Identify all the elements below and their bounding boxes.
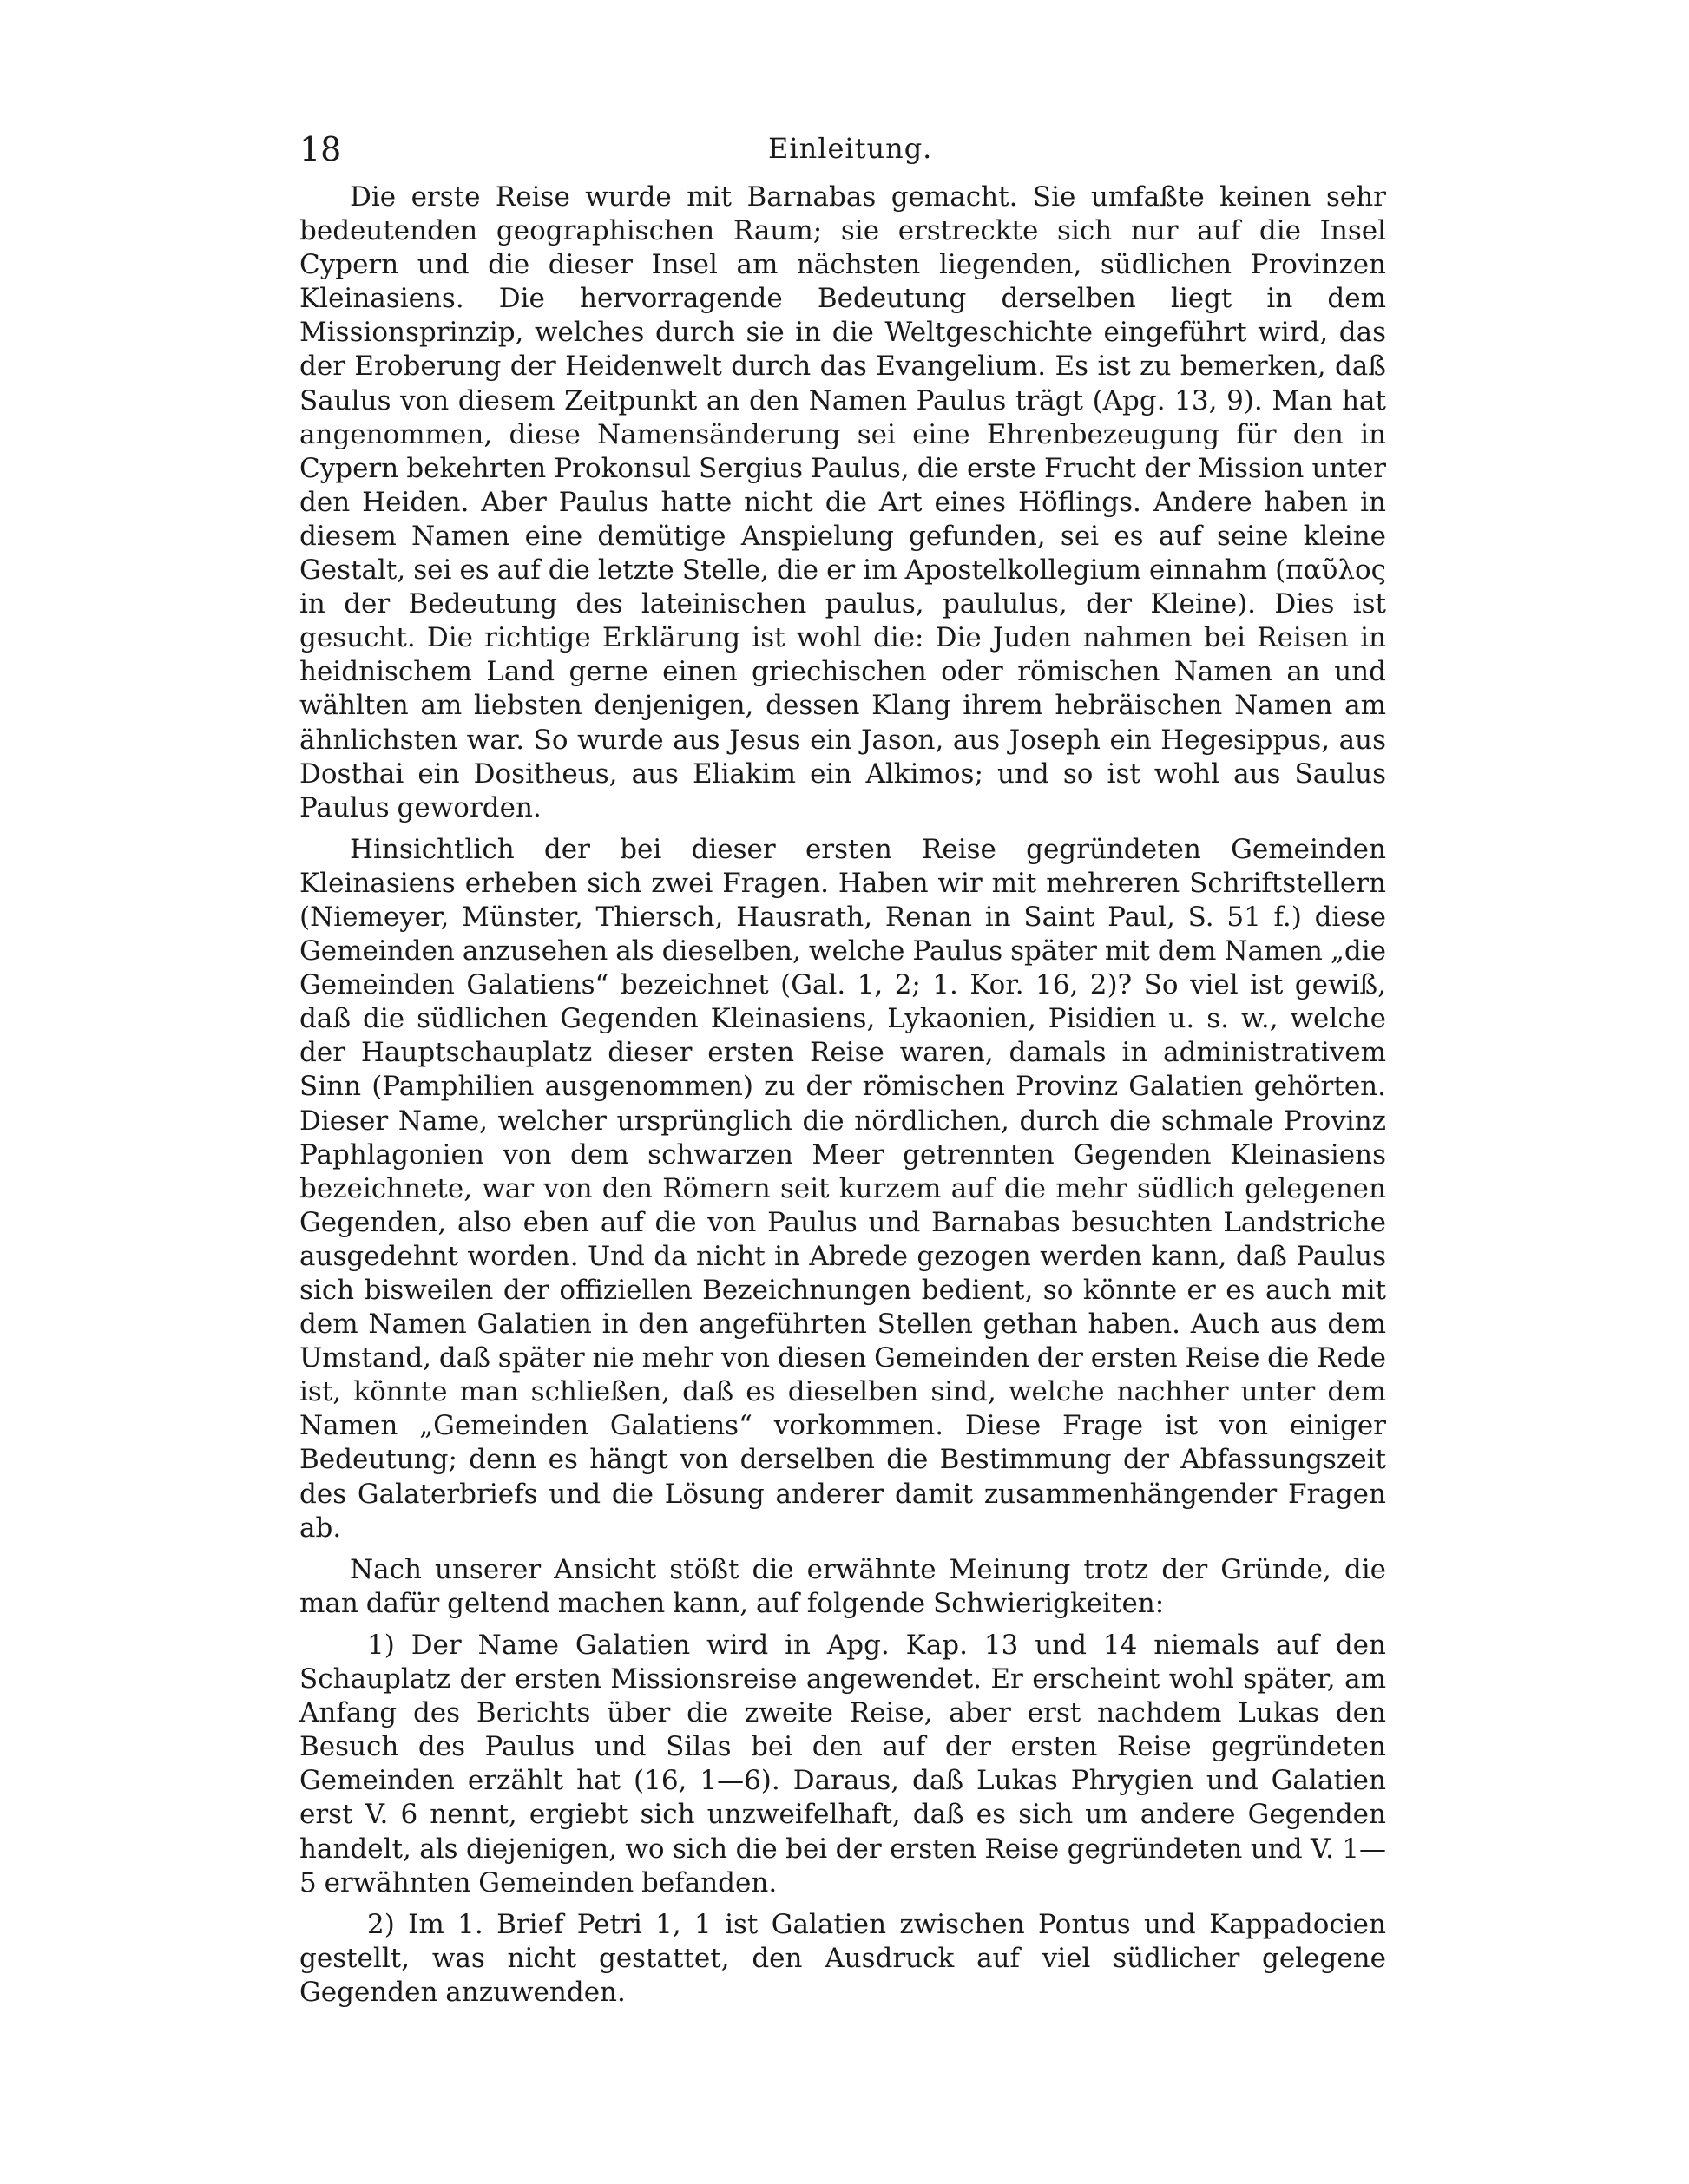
paragraph-difficulties-intro: Nach unserer Ansicht stößt die erwähnte Meinung trotz der Gründe, die man dafür geltend machen kann, auf folgende Schwierigkeiten: <box>299 1553 1386 1619</box>
page-number: 18 <box>299 130 342 168</box>
paragraph-galatian-churches: Hinsichtlich der bei dieser ersten Reise gegründeten Gemeinden Kleinasiens erheben sich zwei Fragen. Haben wir mit mehreren Schriftstellern (Niemeyer, Münster, Thiersch, Hausrath, Renan in Saint Paul, S. 51 f.) diese Gemeinden anzusehen als dieselben, welche Paulus später mit dem Namen „die Gemeinden Galatiens“ bezeichnet (Gal. 1, 2; 1. Kor. 16, 2)? So viel ist gewiß, daß die südlichen Gegenden Kleinasiens, Lykaonien, Pisidien u. s. w., welche der Hauptschauplatz dieser ersten Reise waren, damals in administrativem Sinn (Pamphilien ausgenommen) zu der römischen Provinz Galatien gehörten. Dieser Name, welcher ursprünglich die nördlichen, durch die schmale Provinz Paphlagonien von dem schwarzen Meer getrennten Gegenden Kleinasiens bezeichnete, war von den Römern seit kurzem auf die mehr südlich gelegenen Gegenden, also eben auf die von Paulus und Barnabas besuchten Landstriche ausgedehnt worden. Und da nicht in Abrede gezogen werden kann, daß Paulus sich bisweilen der offiziellen Bezeichnungen bedient, so könnte er es auch mit dem Namen Galatien in den angeführten Stellen gethan haben. Auch aus dem Umstand, daß später nie mehr von diesen Gemeinden der ersten Reise die Rede ist, könnte man schließen, daß es dieselben sind, welche nachher unter dem Namen „Gemeinden Galatiens“ vorkommen. Diese Frage ist von einiger Bedeutung; denn es hängt von derselben die Bestimmung der Abfassungszeit des Galaterbriefs und die Lösung anderer damit zusammenhängender Fragen ab. <box>299 833 1386 1544</box>
paragraph-first-journey: Die erste Reise wurde mit Barnabas gemacht. Sie umfaßte keinen sehr bedeutenden geographischen Raum; sie erstreckte sich nur auf die Insel Cypern und die dieser Insel am nächsten liegenden, südlichen Provinzen Kleinasiens. Die hervorragende Bedeutung derselben liegt in dem Missionsprinzip, welches durch sie in die Weltgeschichte eingeführt wird, das der Eroberung der Heidenwelt durch das Evangelium. Es ist zu bemerken, daß Saulus von diesem Zeitpunkt an den Namen Paulus trägt (Apg. 13, 9). Man hat angenommen, diese Namensänderung sei eine Ehrenbezeugung für den in Cypern bekehrten Prokonsul Sergius Paulus, die erste Frucht der Mission unter den Heiden. Aber Paulus hatte nicht die Art eines Höflings. Andere haben in diesem Namen eine demütige Anspielung gefunden, sei es auf seine kleine Gestalt, sei es auf die letzte Stelle, die er im Apostelkollegium einnahm (παῦλος in der Bedeutung des lateinischen paulus, paululus, der Kleine). Dies ist gesucht. Die richtige Erklärung ist wohl die: Die Juden nahmen bei Reisen in heidnischem Land gerne einen griechischen oder römischen Namen an und wählten am liebsten denjenigen, dessen Klang ihrem hebräischen Namen am ähnlichsten war. So wurde aus Jesus ein Jason, aus Joseph ein Hegesippus, aus Dosthai ein Dositheus, aus Eliakim ein Alkimos; und so ist wohl aus Saulus Paulus geworden. <box>299 181 1386 823</box>
running-head: Einleitung. <box>768 132 933 165</box>
paragraph-difficulty-1: 1) Der Name Galatien wird in Apg. Kap. 13 und 14 niemals auf den Schauplatz der ersten Missionsreise angewendet. Er erscheint wohl später, am Anfang des Berichts über die zweite Reise, aber erst nachdem Lukas den Besuch des Paulus und Silas bei den auf der ersten Reise gegründeten Gemeinden erzählt hat (16, 1—6). Daraus, daß Lukas Phrygien und Galatien erst V. 6 nennt, ergiebt sich unzweifelhaft, daß es sich um andere Gegenden handelt, als diejenigen, wo sich die bei der ersten Reise gegründeten und V. 1—5 erwähnten Gemeinden befanden. <box>299 1629 1386 1899</box>
body-text <box>299 180 1386 2017</box>
page-header <box>299 130 1386 182</box>
paragraph-difficulty-2: 2) Im 1. Brief Petri 1, 1 ist Galatien zwischen Pontus und Kappadocien gestellt, was nicht gestattet, den Ausdruck auf viel südlicher gelegene Gegenden anzuwenden. <box>299 1908 1386 2008</box>
